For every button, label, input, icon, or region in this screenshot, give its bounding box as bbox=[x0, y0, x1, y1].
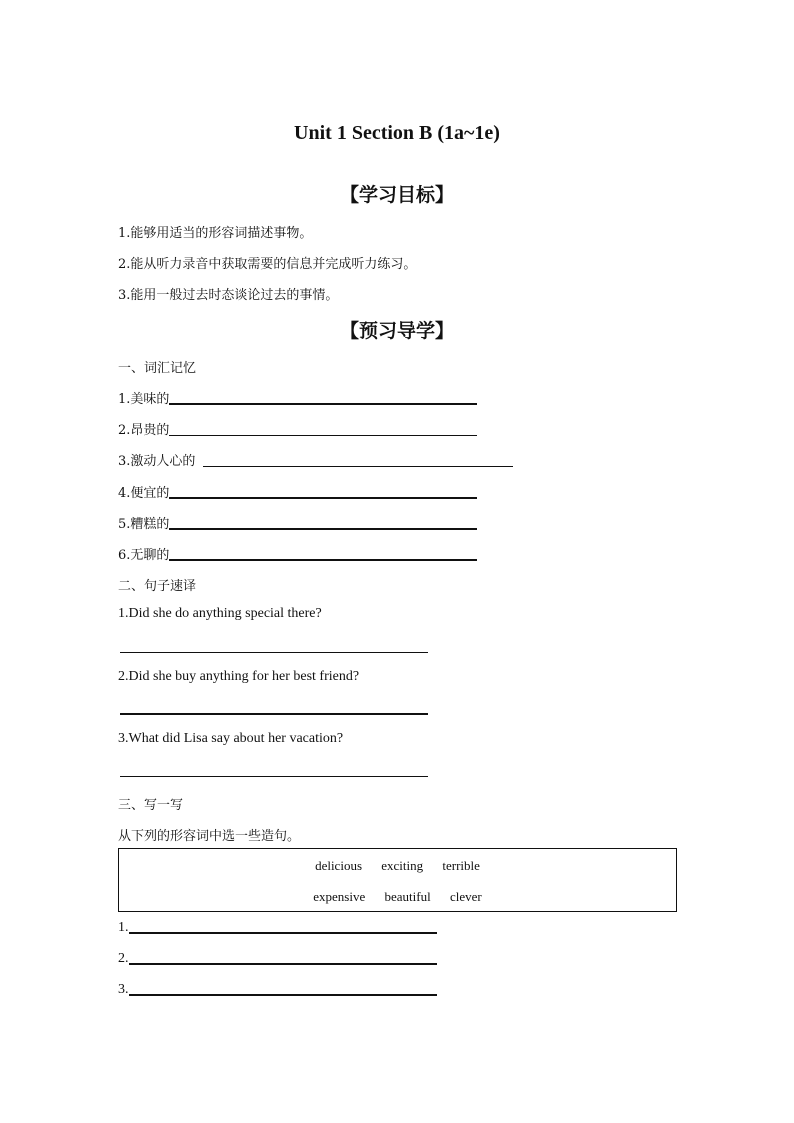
write-label: 三、写一写 bbox=[118, 798, 184, 813]
answer-blank[interactable] bbox=[129, 962, 437, 965]
answer-line[interactable] bbox=[120, 713, 428, 715]
answer-blank[interactable] bbox=[203, 465, 513, 467]
page-title: Unit 1 Section B (1a~1e) bbox=[294, 122, 500, 144]
preview-heading: 【预习导学】 bbox=[339, 320, 454, 342]
vocab-label: 一、词汇记忆 bbox=[118, 361, 197, 376]
answer-blank[interactable] bbox=[169, 496, 477, 499]
answer-blank[interactable] bbox=[169, 527, 477, 530]
vocab-prompt: 4.便宜的 bbox=[118, 486, 170, 501]
sentence-item bbox=[118, 951, 437, 967]
vocab-prompt: 2.昂贵的 bbox=[118, 423, 170, 438]
sentence-item bbox=[118, 920, 437, 936]
sentence-item bbox=[118, 982, 437, 998]
vocab-item bbox=[118, 388, 477, 407]
word-row bbox=[119, 889, 676, 905]
goal-item: 1.能够用适当的形容词描述事物。 bbox=[118, 226, 313, 241]
sentence-number: 1. bbox=[118, 920, 129, 935]
goals-heading: 【学习目标】 bbox=[339, 184, 454, 206]
word: beautiful bbox=[384, 889, 431, 904]
write-instruction: 从下列的形容词中选一些造句。 bbox=[118, 829, 301, 844]
vocab-prompt: 1.美味的 bbox=[118, 392, 170, 407]
vocab-item bbox=[118, 419, 477, 438]
word: expensive bbox=[313, 889, 366, 904]
vocab-prompt: 5.糟糕的 bbox=[118, 517, 170, 532]
translate-item: 2.Did she buy anything for her best friend? bbox=[118, 669, 360, 684]
translate-label: 二、句子速译 bbox=[118, 579, 197, 594]
vocab-item bbox=[118, 450, 513, 469]
word: exciting bbox=[381, 858, 424, 873]
goal-item: 3.能用一般过去时态谈论过去的事情。 bbox=[118, 288, 339, 303]
word: delicious bbox=[315, 858, 362, 873]
answer-line[interactable] bbox=[120, 776, 428, 777]
goal-item: 2.能从听力录音中获取需要的信息并完成听力练习。 bbox=[118, 257, 417, 272]
answer-blank[interactable] bbox=[129, 993, 437, 996]
translate-item: 1.Did she do anything special there? bbox=[118, 606, 322, 621]
word: clever bbox=[449, 889, 482, 904]
word-box bbox=[118, 848, 677, 912]
vocab-prompt: 6.无聊的 bbox=[118, 548, 170, 563]
translate-item: 3.What did Lisa say about her vacation? bbox=[118, 731, 344, 746]
answer-blank[interactable] bbox=[169, 402, 477, 405]
word-row bbox=[119, 858, 676, 874]
word: terrible bbox=[442, 858, 480, 873]
answer-line[interactable] bbox=[120, 652, 428, 653]
vocab-item bbox=[118, 482, 477, 501]
vocab-item bbox=[118, 513, 477, 532]
answer-blank[interactable] bbox=[129, 931, 437, 934]
vocab-prompt: 3.激动人心的 bbox=[118, 454, 196, 469]
answer-blank[interactable] bbox=[169, 558, 477, 561]
sentence-number: 2. bbox=[118, 951, 129, 966]
answer-blank[interactable] bbox=[169, 434, 477, 436]
vocab-item bbox=[118, 544, 477, 563]
sentence-number: 3. bbox=[118, 982, 129, 997]
